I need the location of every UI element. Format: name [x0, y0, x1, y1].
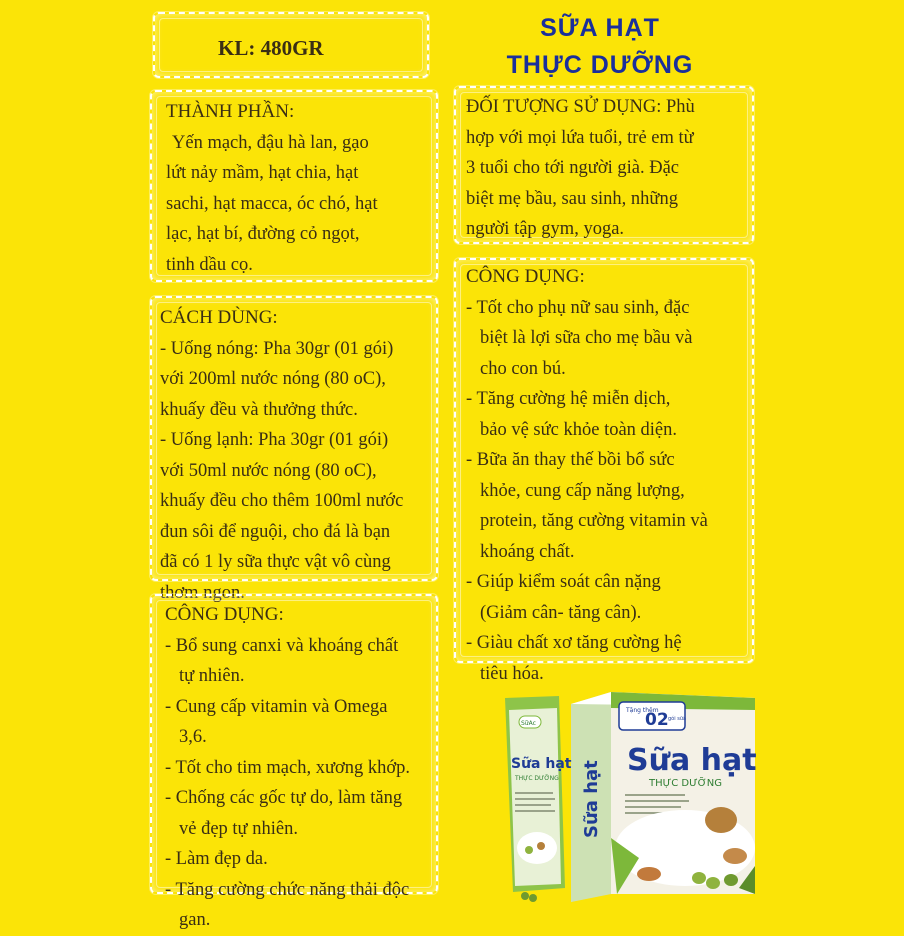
usage-line: - Uống lạnh: Pha 30gr (01 gói)	[160, 430, 389, 450]
usage-line: - Uống nóng: Pha 30gr (01 gói)	[160, 338, 394, 359]
usage-line: đã có 1 ly sữa thực vật vô cùng	[160, 552, 391, 572]
ingredients-line: lạc, hạt bí, đường cỏ ngọt,	[166, 224, 360, 244]
benefits-left-line: - Tốt cho tim mạch, xương khớp.	[165, 757, 411, 778]
box-brand: Sữa hạt	[627, 743, 757, 778]
badge-number: 02	[645, 710, 669, 730]
benefits-left-line: - Tăng cường chức năng thải độc	[165, 879, 410, 900]
benefits-right-line: protein, tăng cường vitamin và	[480, 511, 708, 531]
usage-section	[160, 303, 426, 608]
target-users-line: biệt mẹ bầu, sau sinh, những	[466, 188, 678, 209]
product-photo	[499, 688, 757, 902]
badge-top-text: Tặng thêm	[626, 707, 659, 714]
sachet-logo: SữAc	[521, 720, 536, 727]
benefits-left-line: - Chống các gốc tự do, làm tăng	[165, 788, 403, 808]
ingredients-section	[166, 97, 424, 280]
target-users-line: hợp với mọi lứa tuổi, trẻ em từ	[466, 127, 694, 148]
target-users-line: ĐỐI TƯỢNG SỬ DỤNG: Phù	[466, 97, 695, 117]
benefits-right-line: cho con bú.	[480, 358, 566, 379]
usage-line: với 50ml nước nóng (80 oC),	[160, 460, 377, 481]
benefits-right-line: - Giúp kiểm soát cân nặng	[466, 572, 661, 592]
benefits-left-line: 3,6.	[179, 727, 207, 747]
ingredients-line: Yến mạch, đậu hà lan, gạo	[172, 132, 369, 153]
benefits-right-line: - Giàu chất xơ tăng cường hệ	[466, 633, 682, 653]
usage-line: khuấy đều và thưởng thức.	[160, 399, 358, 420]
benefits-left-heading: CÔNG DỤNG:	[165, 604, 284, 625]
benefits-left-line: vẻ đẹp tự nhiên.	[179, 818, 298, 839]
benefits-right-line: - Tăng cường hệ miễn dịch,	[466, 389, 671, 409]
usage-line: khuấy đều cho thêm 100ml nước	[160, 491, 404, 511]
benefits-right-line: khỏe, cung cấp năng lượng,	[480, 480, 685, 501]
benefits-left-section	[165, 600, 427, 936]
svg-text:THỰC DƯỠNG: THỰC DƯỠNG	[515, 775, 559, 782]
ingredients-line: sachi, hạt macca, óc chó, hạt	[166, 193, 378, 214]
benefits-right-line: khoáng chất.	[480, 541, 575, 562]
svg-text:Sữa hạt: Sữa hạt	[581, 760, 602, 838]
benefits-left-line: - Bổ sung canxi và khoáng chất	[165, 635, 399, 656]
benefits-left-line: gan.	[179, 910, 211, 930]
product-title	[470, 10, 730, 84]
box-subtitle: THỰC DƯỠNG	[649, 778, 723, 789]
weight-box	[153, 12, 429, 78]
usage-line: đun sôi để nguội, cho đá là bạn	[160, 521, 391, 542]
benefits-right-section	[466, 262, 738, 689]
benefits-left-line: tự nhiên.	[179, 666, 245, 686]
benefits-left-line: - Cung cấp vitamin và Omega	[165, 696, 388, 717]
usage-line: thơm ngon.	[160, 582, 245, 603]
benefits-right-line: biệt là lợi sữa cho mẹ bầu và	[480, 328, 693, 348]
target-users-line: 3 tuổi cho tới người già. Đặc	[466, 158, 680, 178]
benefits-left-line: - Làm đẹp da.	[165, 849, 268, 869]
benefits-right-heading: CÔNG DỤNG:	[466, 266, 585, 287]
title-line-2: THỰC DƯỠNG	[506, 51, 694, 79]
ingredients-line: lứt nảy mầm, hạt chia, hạt	[166, 163, 359, 183]
ingredients-heading: THÀNH PHẦN:	[166, 101, 295, 122]
title-line-1: SỮA HẠT	[540, 14, 660, 42]
badge-right-text: gói sữa	[668, 716, 687, 722]
ingredients-line: tinh dầu cọ.	[166, 254, 253, 275]
net-weight: KL: 480GR	[218, 36, 324, 60]
benefits-right-line: tiêu hóa.	[480, 663, 544, 684]
benefits-right-line: (Giảm cân- tăng cân).	[480, 602, 642, 623]
benefits-right-line: - Bữa ăn thay thế bồi bổ sức	[466, 450, 675, 470]
benefits-right-line: - Tốt cho phụ nữ sau sinh, đặc	[466, 297, 690, 318]
usage-heading: CÁCH DÙNG:	[160, 307, 278, 328]
target-users-line: người tập gym, yoga.	[466, 219, 625, 239]
target-users-section	[466, 92, 744, 245]
svg-text:Sữa hạt: Sữa hạt	[511, 756, 572, 772]
benefits-right-line: bảo vệ sức khỏe toàn diện.	[480, 419, 678, 440]
usage-line: với 200ml nước nóng (80 oC),	[160, 369, 386, 389]
